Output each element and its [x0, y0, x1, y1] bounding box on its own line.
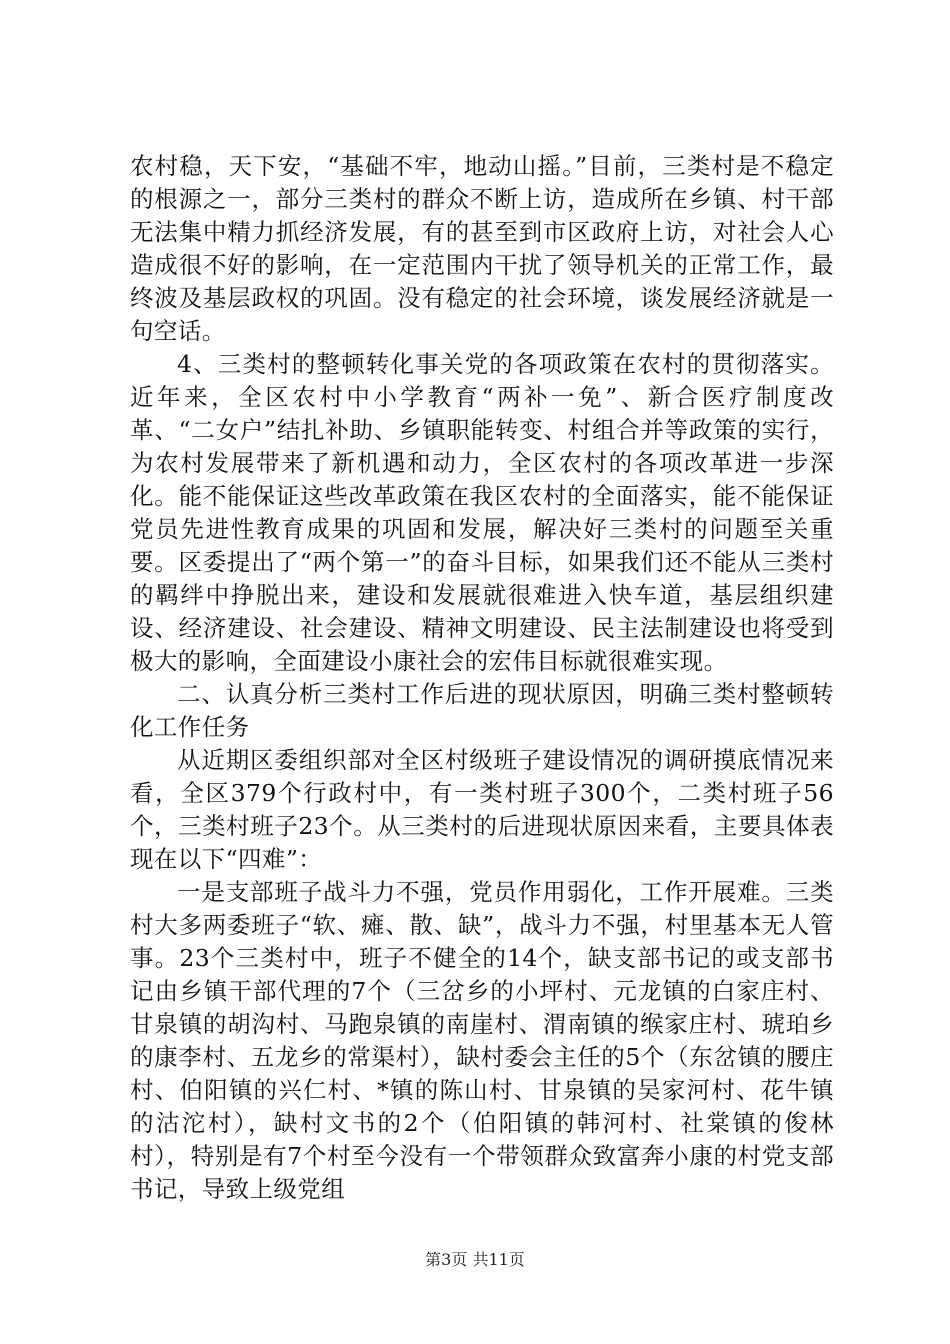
document-body — [130, 150, 834, 1206]
page-footer: 第3页 共11页 — [425, 1250, 525, 1269]
paragraph-2: 4、三类村的整顿转化事关党的各项政策在农村的贯彻落实。近年来，全区农村中小学教育“两补一免”、新合医疗制度改革、“二女户”结扎补助、乡镇职能转变、村组合并等政策的实行，为农村发展带来了新机遇和动力，全区农村的各项改革进一步深化。能不能保证这些改革政策在我区农村的全面落实，能不能保证党员先进性教育成果的巩固和发展，解决好三类村的问题至关重要。区委提出了“两个第一”的奋斗目标，如果我们还不能从三类村的羁绊中挣脱出来，建设和发展就很难进入快车道，基层组织建设、经济建设、社会建设、精神文明建设、民主法制建设也将受到极大的影响，全面建设小康社会的宏伟目标就很难实现。 — [130, 350, 834, 675]
paragraph-3: 从近期区委组织部对全区村级班子建设情况的调研摸底情况来看，全区379个行政村中，有一类村班子300个，二类村班子56个，三类村班子23个。从三类村的后进现状原因来看，主要具体表现在以下“四难”： — [130, 746, 834, 873]
paragraph-4: 一是支部班子战斗力不强，党员作用弱化，工作开展难。三类村大多两委班子“软、瘫、散、缺”，战斗力不强，村里基本无人管事。23个三类村中，班子不健全的14个，缺支部书记的或支部书记由乡镇干部代理的7个（三岔乡的小坪村、元龙镇的白家庄村、甘泉镇的胡沟村、马跑泉镇的南崖村、渭南镇的缑家庄村、琥珀乡的康李村、五龙乡的常渠村），缺村委会主任的5个（东岔镇的腰庄村、伯阳镇的兴仁村、*镇的陈山村、甘泉镇的吴家河村、花牛镇的沽沱村），缺村文书的2个（伯阳镇的韩河村、社棠镇的俊林村），特别是有7个村至今没有一个带领群众致富奔小康的村党支部书记，导致上级党组 — [130, 878, 834, 1203]
paragraph-1: 农村稳，天下安，“基础不牢，地动山摇。”目前，三类村是不稳定的根源之一，部分三类村的群众不断上访，造成所在乡镇、村干部无法集中精力抓经济发展，有的甚至到市区政府上访，对社会人心造成很不好的影响，在一定范围内干扰了领导机关的正常工作，最终波及基层政权的巩固。没有稳定的社会环境，谈发展经济就是一句空话。 — [130, 152, 834, 345]
section-heading: 二、认真分析三类村工作后进的现状原因，明确三类村整顿转化工作任务 — [130, 680, 834, 741]
